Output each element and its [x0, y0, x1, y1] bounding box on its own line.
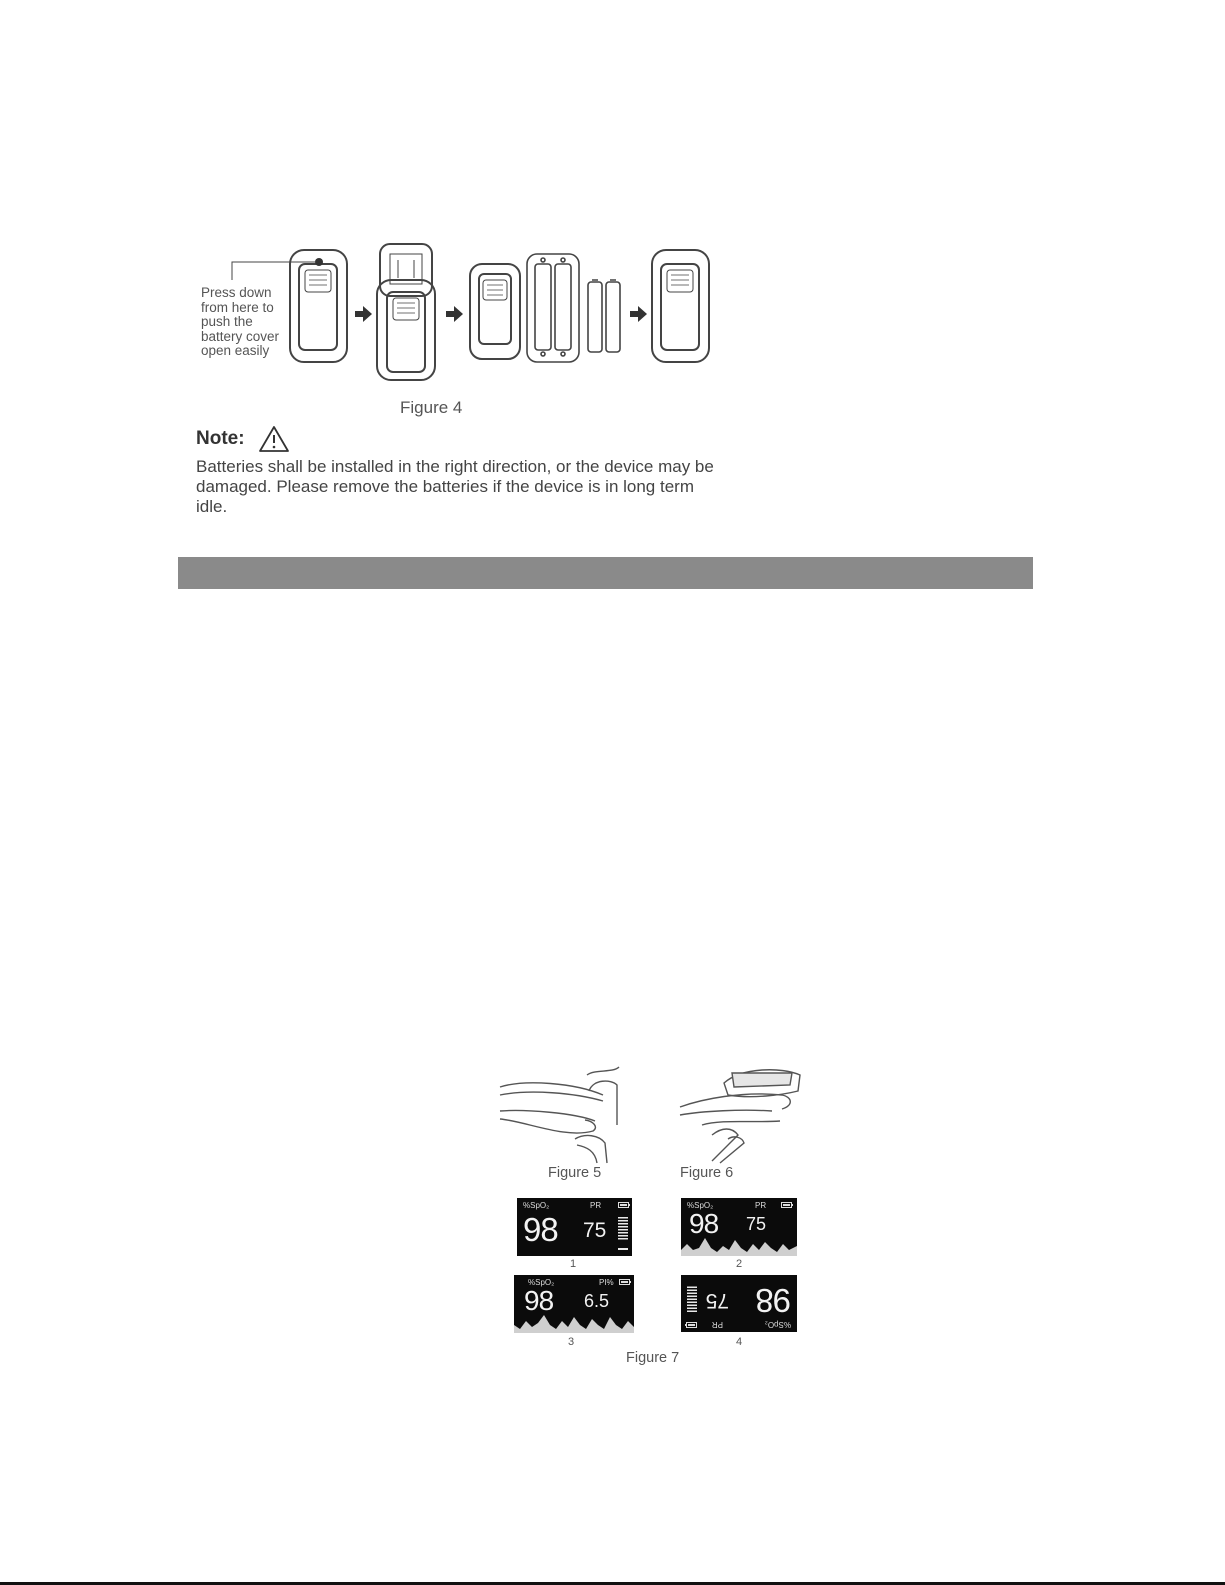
spo2-value: 98 — [524, 1285, 554, 1316]
display-screen-4 — [681, 1275, 797, 1332]
pr-label: PR — [755, 1201, 767, 1210]
figure-6-illustration — [672, 1065, 812, 1165]
display-screen-2 — [681, 1198, 797, 1256]
figure-4 — [195, 240, 720, 420]
bar-graph-icon — [618, 1217, 628, 1251]
device-cover-open — [377, 244, 435, 380]
battery-icon — [685, 1322, 697, 1328]
spo2-value: 98 — [523, 1211, 558, 1248]
pr-value: 75 — [746, 1214, 767, 1234]
spo2-label: %SpO₂ — [687, 1201, 714, 1210]
screen-number-4: 4 — [736, 1336, 743, 1348]
pi-value: 6.5 — [584, 1291, 610, 1311]
battery-cover-removed — [470, 264, 520, 359]
battery-icon — [781, 1202, 793, 1208]
display-screen-1 — [517, 1198, 632, 1256]
battery-compartment — [527, 254, 579, 362]
figure-4-caption: Figure 4 — [400, 398, 463, 417]
press-down-callout: Press down from here to push the battery cover open easily — [201, 285, 280, 358]
pr-label: PR — [590, 1201, 602, 1210]
note-title: Note: — [196, 428, 245, 449]
arrow-right-icon — [630, 306, 647, 322]
battery-icon — [618, 1202, 630, 1208]
pleth-waveform — [681, 1234, 797, 1256]
section-header-bar — [178, 557, 1033, 589]
pi-label: PI% — [599, 1278, 614, 1287]
press-point-marker — [315, 258, 323, 266]
pleth-waveform — [514, 1311, 634, 1333]
spo2-value: 98 — [756, 1282, 791, 1319]
figure-5-illustration — [495, 1065, 625, 1165]
arrow-right-icon — [446, 306, 463, 322]
figure-6-caption: Figure 6 — [680, 1165, 734, 1181]
figure-7-caption: Figure 7 — [626, 1350, 680, 1366]
screen-number-3: 3 — [568, 1336, 575, 1348]
display-screen-3 — [514, 1275, 634, 1333]
note-body: Batteries shall be installed in the right direction, or the device may be damaged. Please remove the batteries if the device is in long term idle. — [196, 457, 714, 516]
spo2-label: %SpO₂ — [764, 1320, 791, 1329]
pr-value: 75 — [705, 1289, 729, 1312]
note-block — [196, 428, 245, 450]
bar-graph-icon — [687, 1284, 697, 1312]
aaa-batteries — [588, 280, 620, 352]
screen-number-2: 2 — [736, 1258, 743, 1270]
spo2-label: %SpO₂ — [523, 1201, 550, 1210]
arrow-right-icon — [355, 306, 372, 322]
spo2-value: 98 — [689, 1208, 719, 1239]
pr-value: 75 — [583, 1219, 607, 1242]
device-closed-final — [652, 250, 709, 362]
battery-icon — [619, 1279, 631, 1285]
pr-label: PR — [711, 1320, 723, 1329]
device-closed-front — [290, 250, 347, 362]
spo2-label: %SpO₂ — [528, 1278, 555, 1287]
screen-4-rotated-content — [681, 1275, 797, 1332]
screen-number-1: 1 — [570, 1258, 577, 1270]
warning-triangle-icon — [258, 425, 290, 453]
figure-5-caption: Figure 5 — [548, 1165, 602, 1181]
